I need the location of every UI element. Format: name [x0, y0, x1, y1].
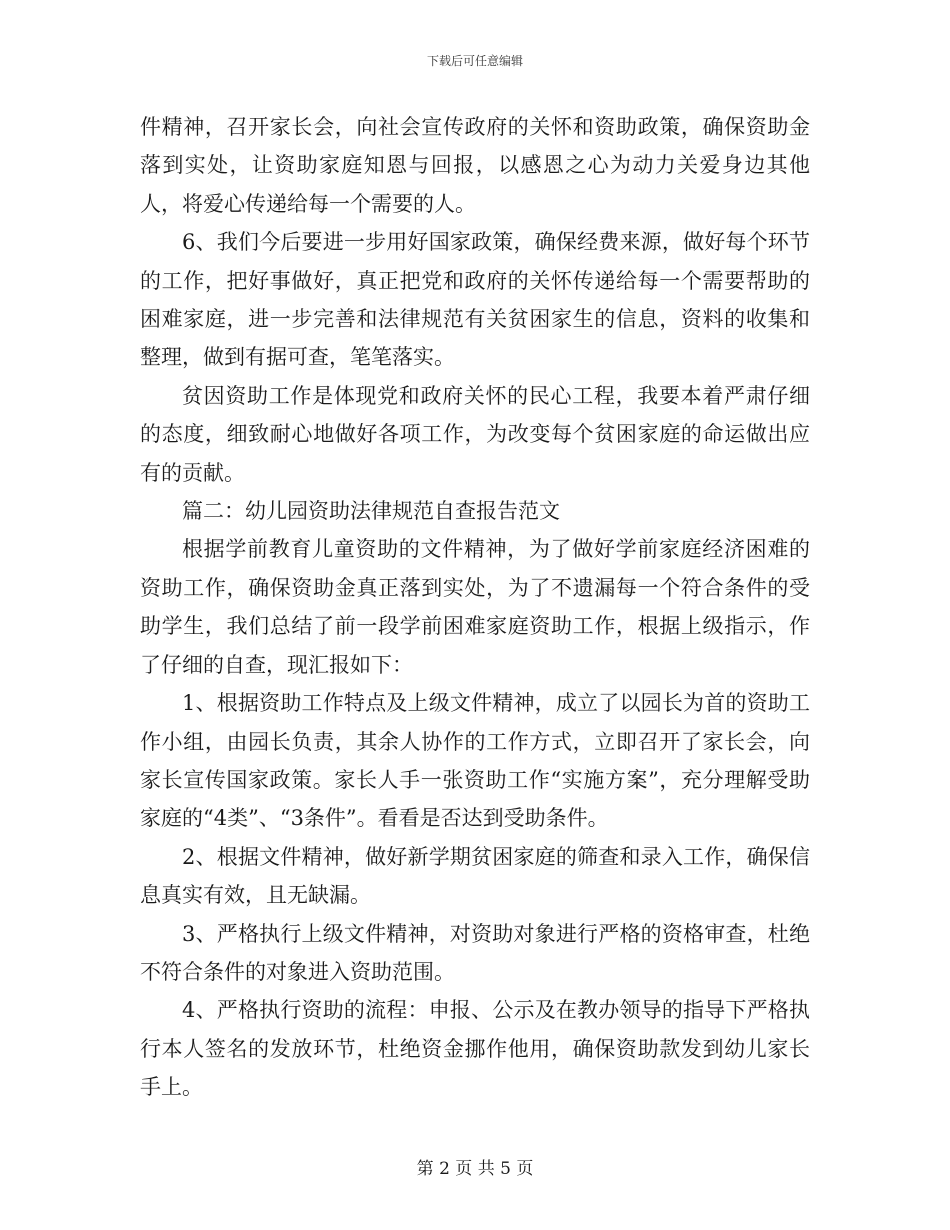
paragraph-item-4: 4、严格执行资助的流程：申报、公示及在教办领导的指导下严格执行本人签名的发放环节，杜绝资金挪作他用，确保资助款发到幼儿家长手上。 [140, 998, 810, 1100]
paragraph-continuation: 件精神，召开家长会，向社会宣传政府的关怀和资助政策，确保资助金落到实处，让资助家庭知恩与回报，以感恩之心为动力关爱身边其他人，将爱心传递给每一个需要的人。 [140, 115, 810, 216]
paragraph-item-2: 2、根据文件精神，做好新学期贫困家庭的筛查和录入工作，确保信息真实有效，且无缺漏。 [140, 844, 810, 908]
paragraph-item-6: 6、我们今后要进一步用好国家政策，确保经费来源，做好每个环节的工作，把好事做好，真正把党和政府的关怀传递给每一个需要帮助的困难家庭，进一步完善和法律规范有关贫困家生的信息，资料的收集和整理，做到有据可查，笔笔落实。 [140, 230, 810, 370]
page-header-note: 下载后可任意编辑 [426, 54, 523, 68]
paragraph-item-1: 1、根据资助工作特点及上级文件精神，成立了以园长为首的资助工作小组，由园长负责，其余人协作的工作方式，立即召开了家长会，向家长宣传国家政策。家长人手一张资助工作“实施方案”，充分理解受助家庭的“4类”、“3条件”。看看是否达到受助条件。 [140, 691, 810, 831]
paragraph-item-3: 3、严格执行上级文件精神，对资助对象进行严格的资格审查，杜绝不符合条件的对象进入资助范围。 [140, 921, 810, 984]
paragraph-intro: 根据学前教育儿童资助的文件精神，为了做好学前家庭经济困难的资助工作，确保资助金真正落到实处，为了不遗漏每一个符合条件的受助学生，我们总结了前一段学前困难家庭资助工作，根据上级指示，作了仔细的自查，现汇报如下： [140, 537, 810, 677]
document-body [140, 108, 810, 1107]
paragraph-summary: 贫因资助工作是体现党和政府关怀的民心工程，我要本着严肃仔细的态度，细致耐心地做好各项工作，为改变每个贫困家庭的命运做出应有的贡献。 [140, 383, 810, 485]
section-heading: 篇二：幼儿园资助法律规范自查报告范文 [182, 499, 560, 524]
page-number: 第 2 页 共 5 页 [416, 1159, 534, 1179]
